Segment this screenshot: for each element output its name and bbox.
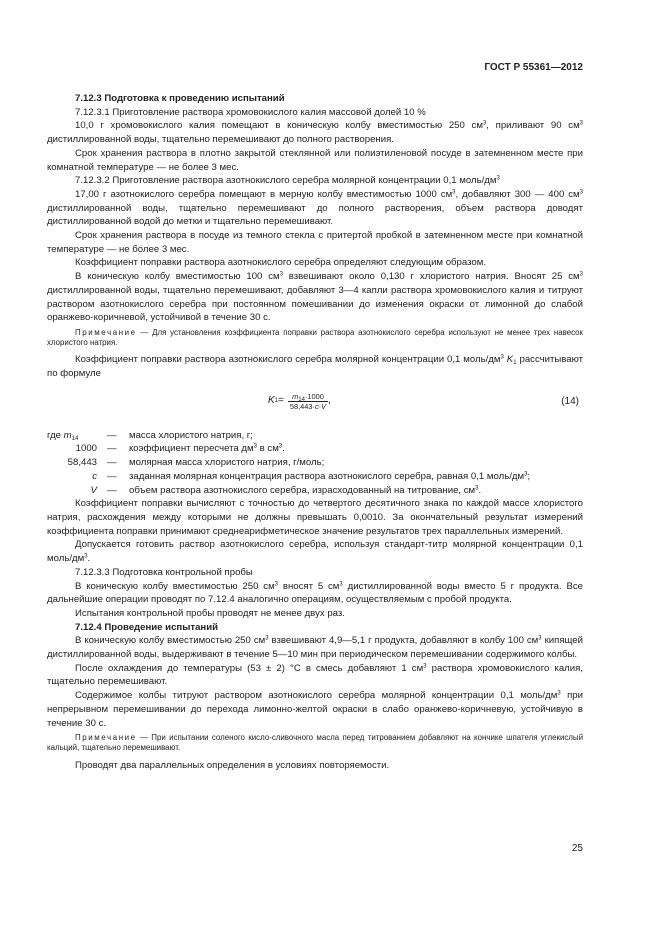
paragraph-cooling: После охлаждения до температуры (53 ± 2) °С в смесь добавляют 1 $см^3$ раствора хромовокислого калия, тщательно перемешивают.: [47, 662, 583, 688]
paragraph-sample-weighing: В коническую колбу вместимостью 250 $см^3$ взвешивают 4,9—5,1 г продукта, добавляют в колбу 100 $см^3$ кипящей дистиллированной воды, выдерживают в течение 5—10 мин при периодическом перемешивании содержимого колбы.: [47, 635, 583, 661]
paragraph-control-repeats: Испытания контрольной пробы проводят не менее двух раз.: [75, 607, 345, 619]
subsection-7-12-3-2: 7.12.3.2 Приготовление раствора азотнокислого серебра молярной концентрации 0,1 моль/$дм^3$: [75, 175, 500, 187]
paragraph-storage-1: Срок хранения раствора в плотно закрытой стеклянной или полиэтиленовой посуде в затемненном месте при комнатной температуре — не более 3 мес.: [47, 147, 583, 173]
formula-fraction: [288, 392, 328, 411]
paragraph-standard-titre: Допускается готовить раствор азотнокислого серебра, используя стандарт-титр молярной концентрации 0,1 моль/$дм^3$.: [47, 539, 583, 565]
page-number: 25: [571, 843, 583, 854]
note-1: Примечание — Для установления коэффициента поправки раствора азотнокислого серебра используют не менее трех навесок хлористого натрия.: [47, 327, 583, 348]
legend-row-v: V — объем раствора азотнокислого серебра, израсходованный на титрование, $см^3$.: [90, 484, 482, 496]
paragraph-dichromate-prep: 10,0 г хромовокислого калия помещают в коническую колбу вместимостью 250 $см^3$, приливают 90 $см^3$ дистиллированной воды, тщательно перемешивают до полного растворения.: [47, 120, 584, 146]
paragraph-titration: Содержимое колбы титруют раствором азотнокислого серебра молярной концентрации 0,1 моль/$дм^3$ при непрерывном перемешивании до перехода лимонно-желтой окраски в слабо оранжево-коричневую, устойчивую в течение 30 с.: [47, 690, 583, 729]
subsection-7-12-3-3: 7.12.3.3 Подготовка контрольной пробы: [75, 566, 253, 578]
paragraph-storage-2: Срок хранения раствора в посуде из темного стекла с притертой пробкой в затемненном месте при комнатной температуре — не более 3 мес.: [47, 230, 583, 255]
formula-legend: [47, 429, 530, 498]
section-7-12-4-title: 7.12.4 Проведение испытаний: [75, 621, 219, 633]
section-7-12-3-title: 7.12.3 Подготовка к проведению испытаний: [75, 93, 285, 104]
formula-numerator: $m_{14}\cdot 1000$: [292, 391, 324, 403]
legend-row-m14: где $m_{14}$ — масса хлористого натрия, г;: [47, 429, 253, 442]
formula-14: [47, 381, 583, 427]
legend-row-1000: 1000 — коэффициент пересчета $дм^3$ в $см^3$.: [75, 443, 285, 455]
paragraph-calculation-accuracy: Коэффициент поправки вычисляют с точностью до четвертого десятичного знака по каждой массе хлористого натрия, расхождения между которыми не должны превышать 0,0010. За окончательный результат измерений коэффициента поправки принимают среднеарифметическое значение результатов трех параллельных измерений.: [47, 498, 583, 537]
paragraph-formula-intro: Коэффициент поправки раствора азотнокислого серебра молярной концентрации 0,1 моль/$дм^3$ $K_1$ рассчитывают по формуле: [47, 354, 583, 380]
subsection-7-12-3-1: 7.12.3.1 Приготовление раствора хромовокислого калия массовой долей 10 %: [75, 106, 426, 118]
formula-denominator: 58,443·c·V: [289, 401, 327, 411]
paragraph-titration-setup: В коническую колбу вместимостью 100 $см^3$ взвешивают около 0,130 г хлористого натрия. Вносят 25 $см^3$ дистиллированной воды, тщательно перемешивают, добавляют 3—4 капли раствора хромовокислого калия и титруют раствором азотнокислого серебра при постоянном помешивании до изменения окраски от лимонной до слабой оранжево-коричневой, устойчивой в течение 30 с.: [47, 271, 584, 324]
paragraph-control-sample: В коническую колбу вместимостью 250 $см^3$ вносят 5 $см^3$ дистиллированной воды вместо 5 г продукта. Все дальнейшие операции проводят по 7.12.4 аналогично операциям, осуществляемым с пробой продукта.: [47, 580, 584, 606]
note-2: Примечание — При испытании соленого кисло-сливочного масла перед титрованием добавляют на кончике шпателя углекислый кальций, тщательно перемешивают.: [47, 733, 583, 753]
page-content: [47, 92, 583, 772]
formula-expression: K 1 = $\frac{m_{14}\cdot 1000}{58,443\cdot c\cdot V}$ ,: [268, 391, 331, 411]
legend-row-58443: 58,443 — молярная масса хлористого натрия, г/моль;: [67, 457, 325, 469]
paragraph-correction-intro: Коэффициент поправки раствора азотнокислого серебра определяют следующим образом.: [75, 257, 486, 269]
legend-row-c: c — заданная молярная концентрация раствора азотнокислого серебра, равная 0,1 моль/$дм^3$;: [92, 470, 531, 482]
formula-number: (14): [561, 395, 579, 407]
paragraph-parallel-determinations: Проводят два параллельных определения в условиях повторяемости.: [75, 759, 390, 771]
standard-header: ГОСТ Р 55361—2012: [484, 62, 583, 73]
paragraph-silver-nitrate-prep: 17,00 г азотнокислого серебра помещают в мерную колбу вместимостью 1000 $см^3$, добавляют 300 — 400 $см^3$ дистиллированной воды, тщательно перемешивают до полного растворения, объем раствора доводят дистиллированной водой до метки и тщательно перемешивают.: [47, 188, 583, 228]
